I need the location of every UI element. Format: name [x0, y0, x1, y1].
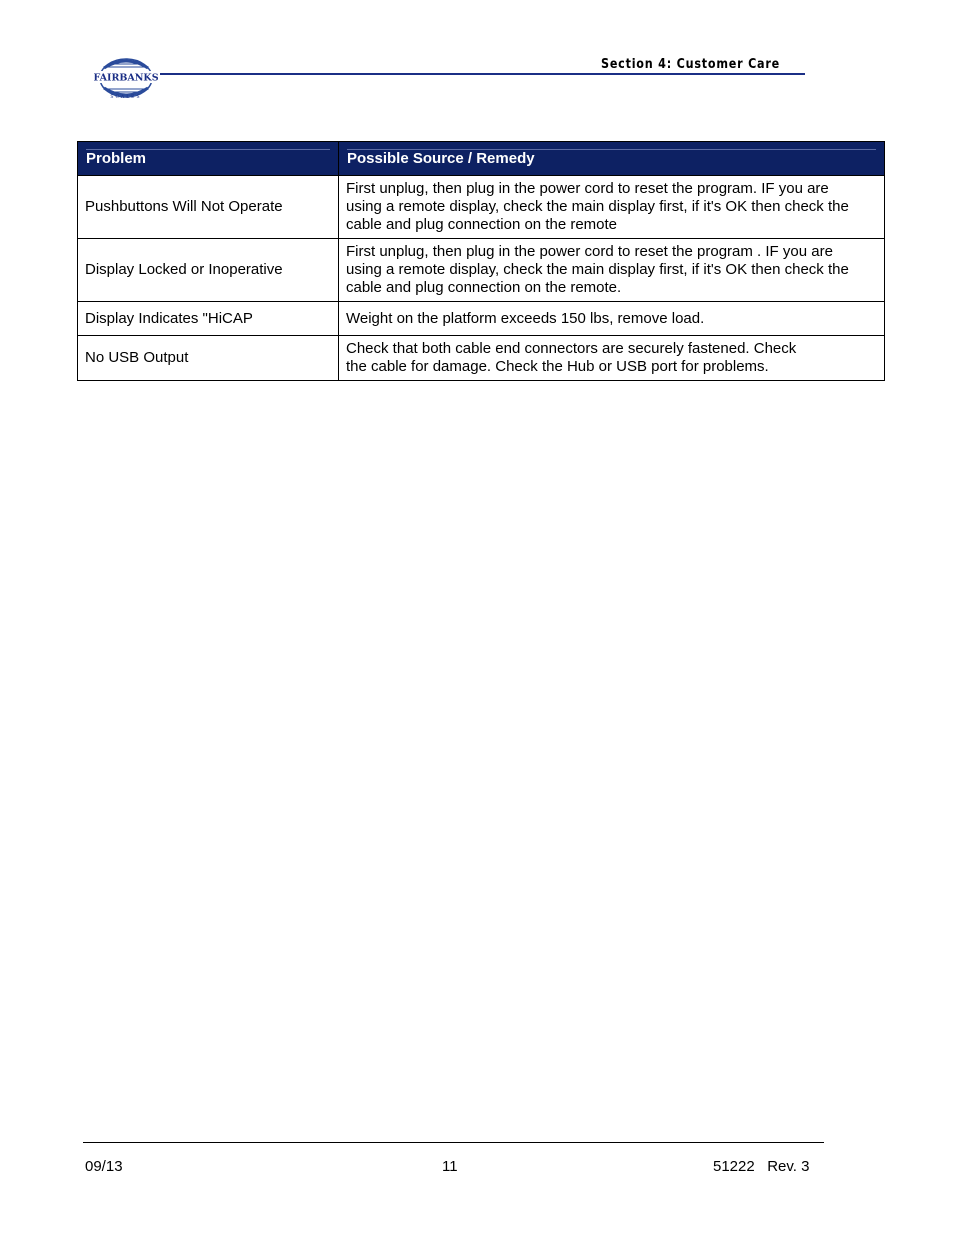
- table-header-row: [78, 142, 885, 176]
- troubleshooting-table: [77, 141, 885, 381]
- table-row: [78, 336, 885, 381]
- remedy-cell: First unplug, then plug in the power cord to reset the program . IF you are using a remote display, check the main display first, if it's OK then check the cable and plug connection on the remote.: [339, 239, 885, 302]
- table-row: [78, 302, 885, 336]
- svg-text:SCALES: SCALES: [110, 95, 142, 100]
- footer-rule: [83, 1142, 824, 1143]
- table-row: [78, 239, 885, 302]
- remedy-cell: Check that both cable end connectors are securely fastened. Check the cable for damage. Check the Hub or USB port for problems.: [339, 336, 885, 381]
- problem-cell: No USB Output: [78, 336, 339, 381]
- header-rule: [160, 73, 805, 75]
- footer-date: 09/13: [85, 1158, 123, 1175]
- fairbanks-logo: [94, 56, 158, 100]
- problem-cell: Display Locked or Inoperative: [78, 239, 339, 302]
- svg-text:FAIRBANKS: FAIRBANKS: [94, 72, 158, 84]
- section-title: Section 4: Customer Care: [601, 57, 781, 72]
- header-remedy: Possible Source / Remedy: [339, 142, 885, 176]
- table-row: [78, 176, 885, 239]
- problem-cell: Pushbuttons Will Not Operate: [78, 176, 339, 239]
- remedy-cell: Weight on the platform exceeds 150 lbs, remove load.: [339, 302, 885, 336]
- header-problem: Problem: [78, 142, 339, 176]
- page-number: 11: [442, 1158, 458, 1175]
- document-number: 51222 Rev. 3: [713, 1158, 810, 1175]
- problem-cell: Display Indicates "HiCAP: [78, 302, 339, 336]
- remedy-cell: First unplug, then plug in the power cord to reset the program. IF you are using a remote display, check the main display first, if it's OK then check the cable and plug connection on the remote: [339, 176, 885, 239]
